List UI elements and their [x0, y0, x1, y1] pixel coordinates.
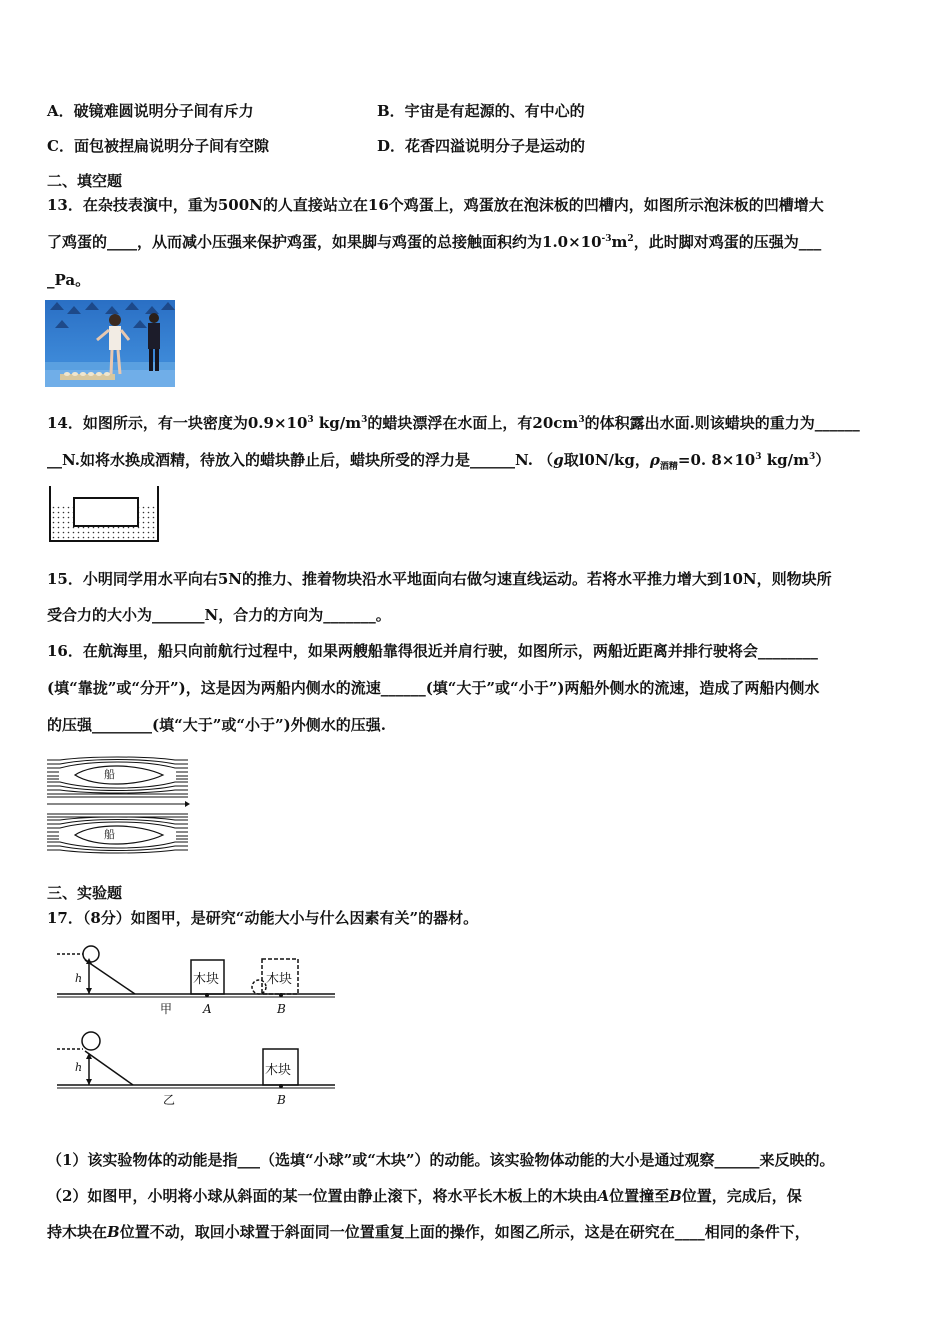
option-d: D．花香四溢说明分子是运动的 [377, 137, 586, 155]
q17-jia-B-label: B [277, 1002, 286, 1016]
q15-line1: 15．小明同学用水平向右5N的推力、推着物块沿水平地面向右做匀速直线运动。若将水平推力增大到10N，则物块所 [47, 570, 832, 588]
q17-part1: （1）该实验物体的动能是指___（选填“小球”或“木块”）的动能。该实验物体动能的大小是通过观察______来反映的。 [47, 1151, 835, 1169]
q17-jia-block-dashed-label: 木块 [266, 972, 293, 987]
q13-acrobat-photo [45, 300, 175, 387]
q17-part2: （2）如图甲，小明将小球从斜面的某一位置由静止滚下，将水平长木板上的木块由A位置撞至B位置，完成后，保 [47, 1187, 802, 1205]
q16-line1: 16．在航海里，船只向前航行过程中，如果两艘船靠得很近并肩行驶，如图所示，两船近距离并排行驶将会________ [47, 642, 818, 660]
q17-jia-label: 甲 [160, 1002, 173, 1016]
option-a: A．破镜难圆说明分子间有斥力 [47, 102, 254, 120]
q14-line1: 14．如图所示，有一块密度为$0.9\times 10^3$ $kg/m^3$的蜡块漂浮在水面上，有$20cm^3$的体积露出水面.则该蜡块的重力为______ [47, 414, 860, 432]
q16-line3: 的压强________(填“大于”或“小于”)外侧水的压强. [47, 716, 386, 734]
option-c: C．面包被捏扁说明分子间有空隙 [47, 137, 269, 155]
q15-line2: 受合力的大小为_______N，合力的方向为_______。 [47, 606, 391, 624]
q13-line1: 13．在杂技表演中，重为500N的人直接站立在16个鸡蛋上，鸡蛋放在泡沫板的凹槽内，如图所示泡沫板的凹槽增大 [47, 196, 824, 214]
q17-title: 17．（8分）如图甲，是研究“动能大小与什么因素有关”的器材。 [47, 909, 479, 927]
q13-line3: _Pa。 [47, 271, 91, 289]
q13-line2: 了鸡蛋的____，从而减小压强来保护鸡蛋，如果脚与鸡蛋的总接触面积约为$1.0\times 10^{-3}m^2$，此时脚对鸡蛋的压强为___ [47, 233, 822, 251]
q16-line2: (填“靠拢”或“分开”)，这是因为两船内侧水的流速______(填“大于”或“小于”)两船外侧水的流速，造成了两船内侧水 [47, 679, 820, 697]
q17-yi-block-label: 木块 [265, 1063, 292, 1078]
option-b: B．宇宙是有起源的、有中心的 [377, 102, 585, 120]
q17-figure-yi [55, 1027, 340, 1112]
q17-figure-jia [55, 942, 340, 1020]
q17-part3: 持木块在B位置不动，取回小球置于斜面同一位置重复上面的操作，如图乙所示，这是在研究在____相同的条件下， [47, 1223, 810, 1241]
q17-yi-label: 乙 [163, 1093, 176, 1107]
q17-jia-h-label: h [75, 972, 83, 985]
q14-line2: __N.如将水换成酒精，待放入的蜡块静止后，蜡块所受的浮力是______N. （g取l0N/kg，$\rho_{酒精}=0$. $8\times 10^3$ $kg/m^3$） [47, 451, 831, 472]
q17-yi-h-label: h [75, 1061, 83, 1074]
q17-jia-A-label: A [203, 1002, 212, 1016]
section-fill-blank-title: 二、填空题 [47, 172, 123, 190]
q16-boats-figure [45, 752, 190, 857]
q17-yi-B-label: B [277, 1093, 286, 1107]
q14-container-figure [47, 486, 162, 544]
boat-label-top: 船 [104, 768, 115, 781]
section-experiment-title: 三、实验题 [47, 884, 123, 902]
q17-jia-block-label: 木块 [193, 972, 220, 987]
boat-label-bottom: 船 [104, 828, 115, 841]
